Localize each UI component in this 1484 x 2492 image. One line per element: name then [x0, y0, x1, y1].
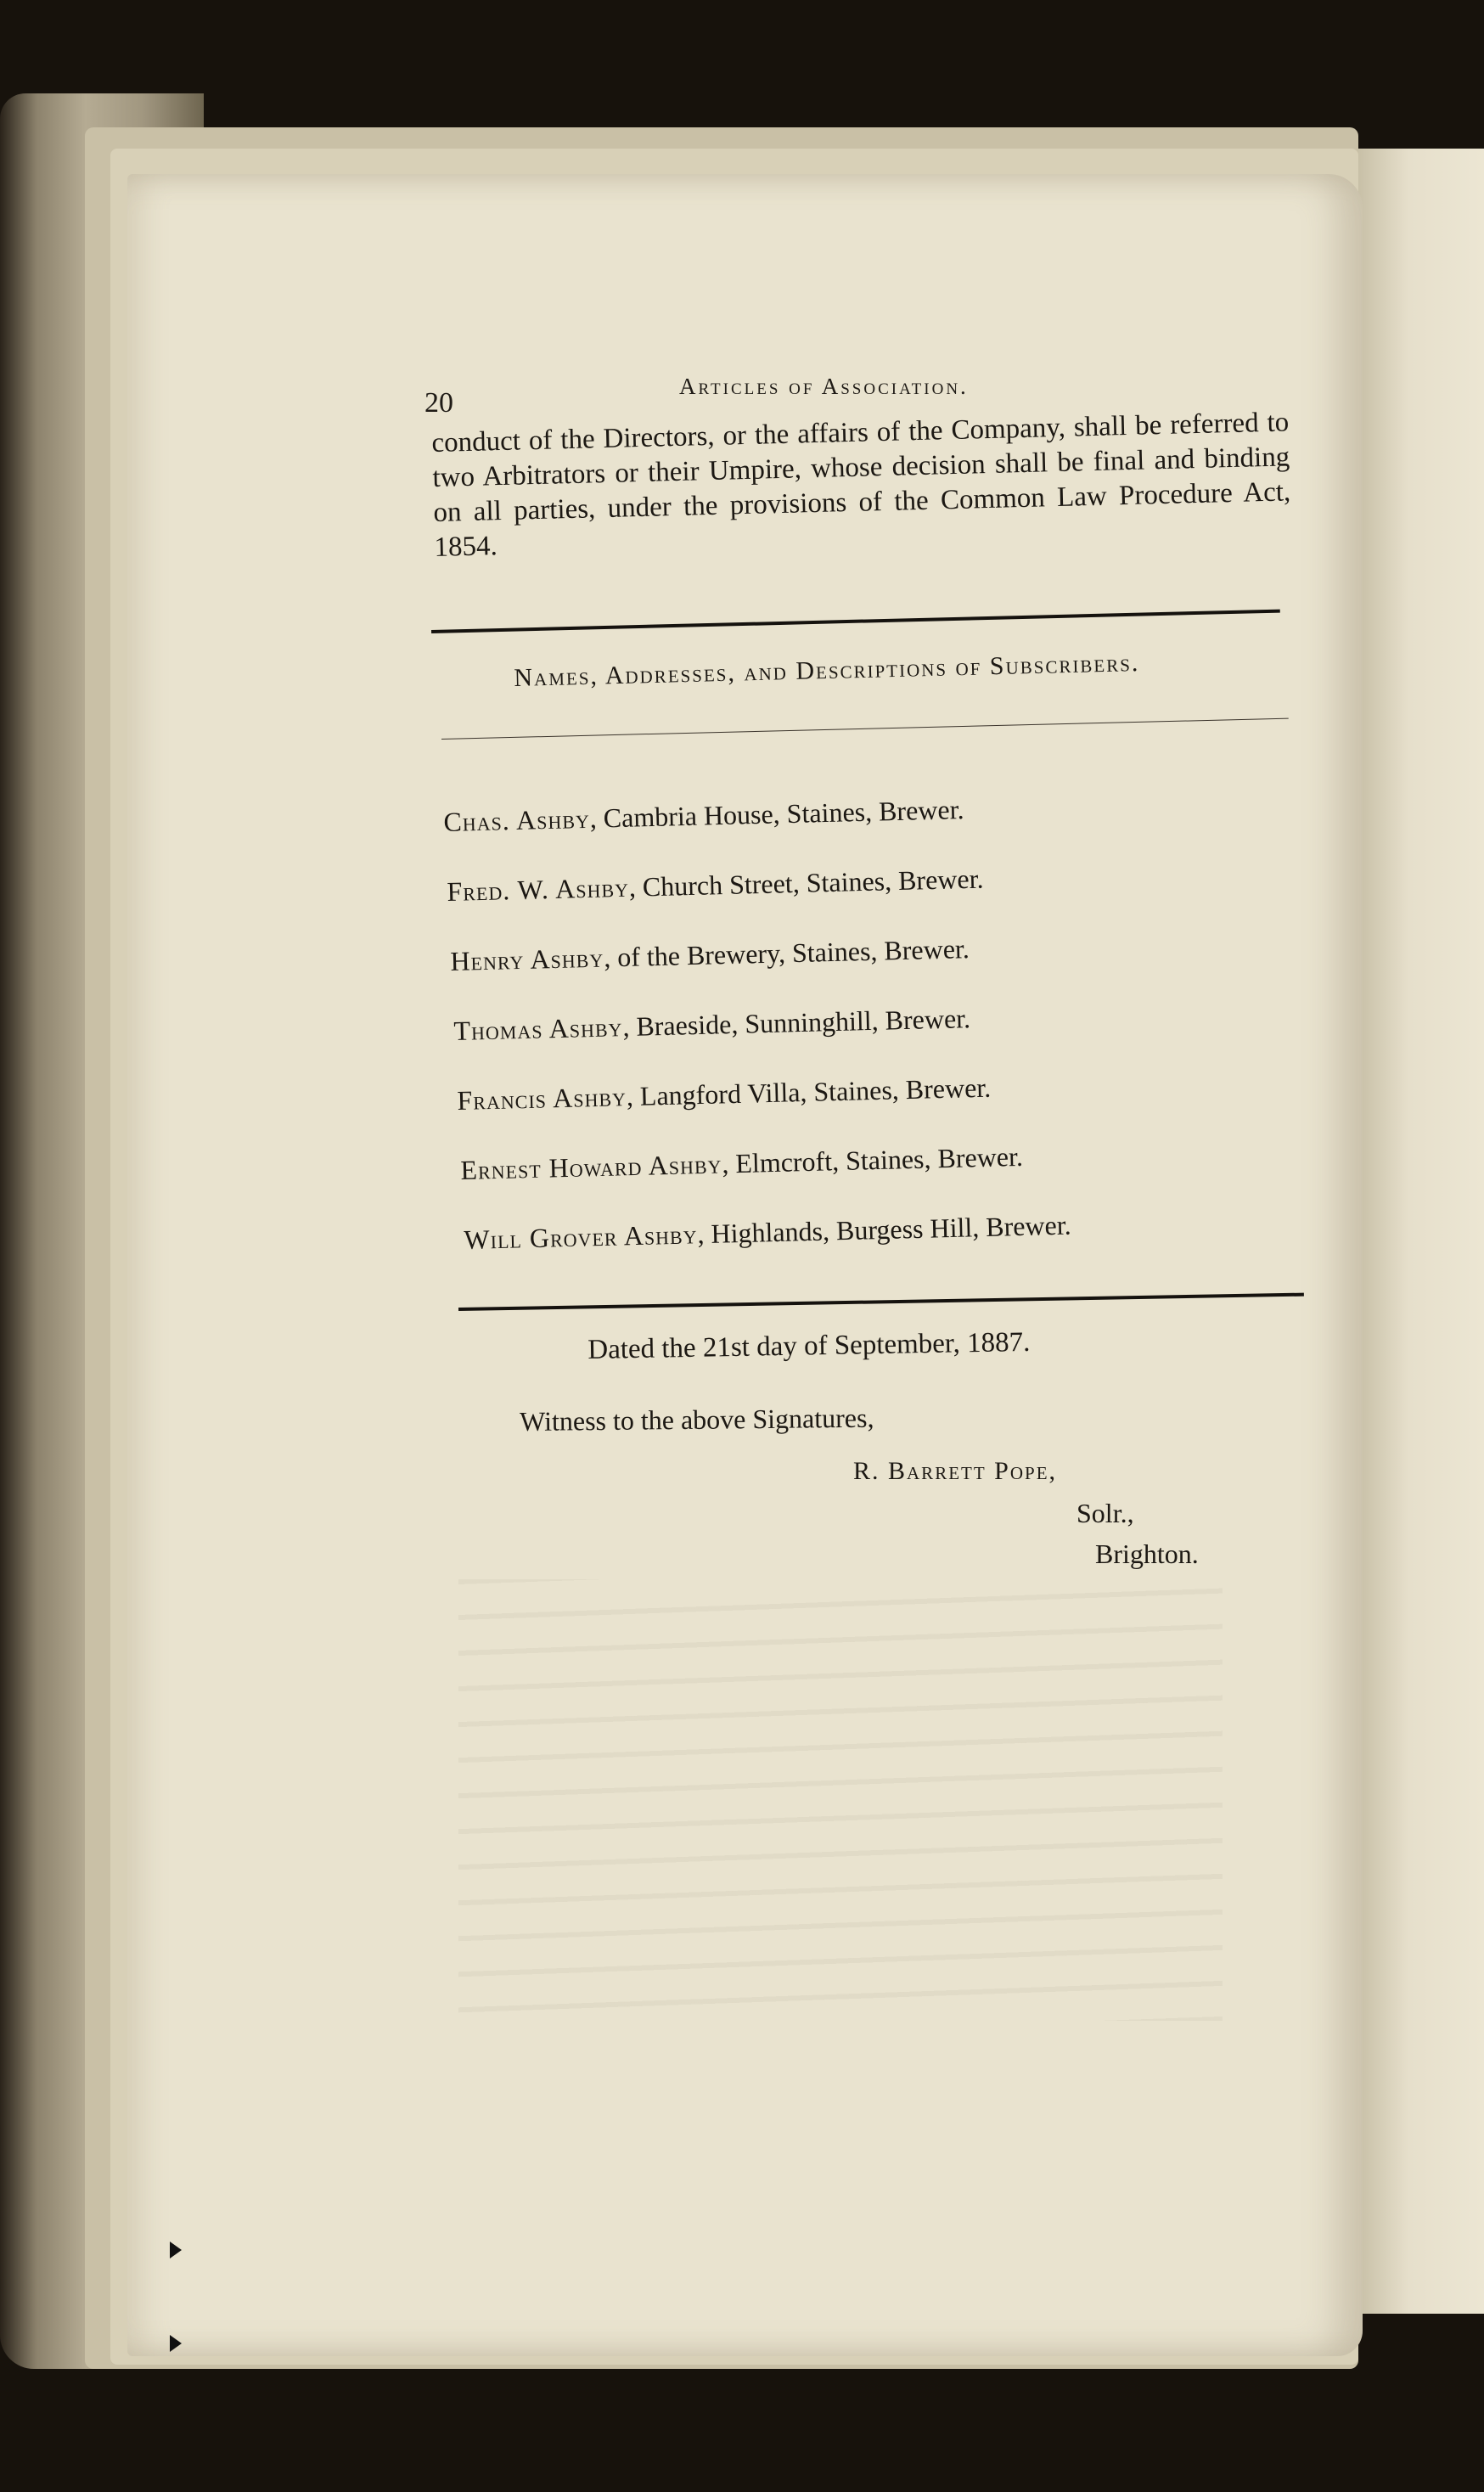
article-paragraph: conduct of the Directors, or the affairs of the Company, shall be referred to two Arbitrators or their Umpire, whose decision shall be final and binding on all parties, under the provisions of the Common Law Procedure Act, 1854.: [431, 407, 1291, 563]
signatory-title: Solr.,: [1076, 1498, 1134, 1528]
signatory-name: R. Barrett Pope,: [853, 1457, 1058, 1485]
facing-page: [1358, 149, 1484, 2314]
witness-line: Witness to the above Signatures,: [520, 1402, 874, 1437]
subscriber-details: , Church Street, Staines, Brewer.: [628, 863, 984, 903]
show-through-text: [458, 1579, 1223, 2021]
signatory-place: Brighton.: [1095, 1539, 1199, 1569]
subscriber-details: , Braeside, Sunninghill, Brewer.: [621, 1003, 971, 1043]
dated-line: Dated the 21st day of September, 1887.: [587, 1326, 1031, 1365]
page-marker-icon: [170, 2242, 182, 2259]
running-head: Articles of Association.: [679, 374, 969, 399]
subscriber-name: Francis Ashby: [457, 1081, 627, 1116]
subscriber-name: Chas. Ashby: [443, 802, 591, 837]
subscriber-details: , Cambria House, Staines, Brewer.: [589, 794, 964, 834]
subscriber-details: , of the Brewery, Staines, Brewer.: [603, 933, 970, 973]
subscriber-name: Will Grover Ashby: [464, 1218, 698, 1255]
subscriber-details: , Highlands, Burgess Hill, Brewer.: [697, 1209, 1072, 1250]
page-number: 20: [424, 387, 453, 419]
subscribers-heading: Names, Addresses, and Descriptions of Subscribers.: [514, 648, 1140, 692]
subscriber-details: , Elmcroft, Staines, Brewer.: [721, 1140, 1024, 1179]
subscriber-name: Thomas Ashby: [453, 1011, 623, 1046]
page-marker-icon: [170, 2335, 182, 2352]
subscriber-details: , Langford Villa, Staines, Brewer.: [626, 1072, 992, 1112]
subscriber-name: Fred. W. Ashby: [447, 871, 630, 907]
subscriber-name: Ernest Howard Ashby: [460, 1148, 722, 1185]
subscriber-name: Henry Ashby: [450, 942, 604, 976]
